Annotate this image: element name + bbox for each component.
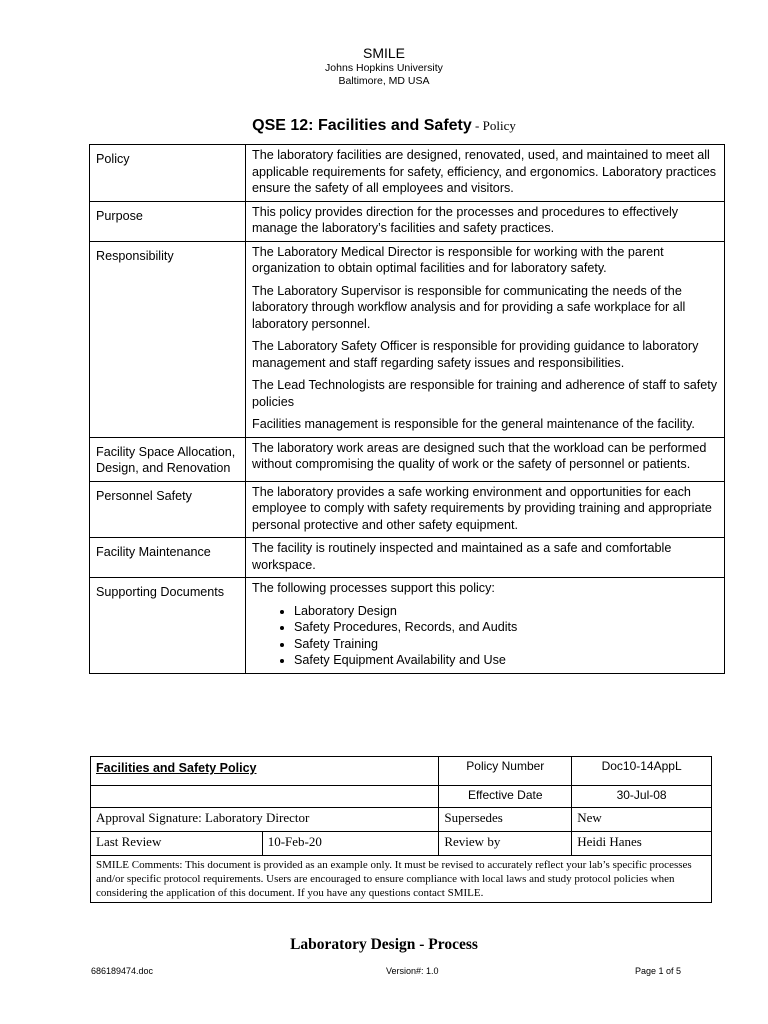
policy-table <box>89 144 725 674</box>
row-label: Supporting Documents <box>90 578 246 674</box>
row-content <box>246 578 725 674</box>
supersedes-value: New <box>572 808 712 832</box>
row-paragraph: The facility is routinely inspected and maintained as a safe and comfortable workspace. <box>252 541 672 572</box>
row-paragraph: The laboratory work areas are designed such that the workload can be performed without compromising the quality of work or the safety of personnel or patients. <box>252 440 707 471</box>
process-title: Laboratory Design - Process <box>290 936 478 953</box>
row-label: Responsibility <box>90 241 246 437</box>
row-content <box>246 145 725 202</box>
row-paragraph: Facilities management is responsible for the general maintenance of the facility. <box>252 417 695 431</box>
row-paragraph: The Lead Technologists are responsible for training and adherence of staff to safety policies <box>252 378 718 409</box>
last-review-label: Last Review <box>91 832 263 856</box>
version-number: Version#: 1.0 <box>386 966 439 976</box>
empty-cell <box>91 786 439 808</box>
policy-row <box>90 538 725 578</box>
review-by-label: Review by <box>439 832 572 856</box>
approval-signature-label: Approval Signature: Laboratory Director <box>91 808 439 832</box>
document-title <box>0 117 768 135</box>
row-label: Personnel Safety <box>90 481 246 538</box>
policy-number-value: Doc10-14AppL <box>572 757 712 786</box>
list-item: • Safety Procedures, Records, and Audits <box>294 619 718 636</box>
document-control-table <box>90 756 712 903</box>
university-name: Johns Hopkins University <box>325 62 443 74</box>
row-label: Facility Space Allocation, Design, and Renovation <box>90 437 246 481</box>
last-review-value: 10-Feb-20 <box>262 832 439 856</box>
row-content <box>246 538 725 578</box>
row-paragraph: The Laboratory Safety Officer is responsible for providing guidance to laboratory management and staff regarding safety issues and responsibilities. <box>252 339 699 370</box>
doc-control-title: Facilities and Safety Policy <box>96 761 257 775</box>
policy-row <box>90 578 725 674</box>
page-number: Page 1 of 5 <box>634 966 681 976</box>
policy-row <box>90 145 725 202</box>
list-item: • Safety Training <box>294 636 718 653</box>
row-paragraph: This policy provides direction for the processes and procedures to effectively manage the laboratory’s facilities and safety practices. <box>252 204 679 235</box>
supersedes-label: Supersedes <box>439 808 572 832</box>
doc-control-title-cell <box>91 757 439 786</box>
policy-row <box>90 241 725 437</box>
effective-date-label: Effective Date <box>439 786 572 808</box>
review-by-value: Heidi Hanes <box>572 832 712 856</box>
row-content <box>246 481 725 538</box>
policy-row <box>90 201 725 241</box>
row-paragraph: The Laboratory Medical Director is responsible for working with the parent organization to obtain optimal facilities and for laboratory safety. <box>252 244 664 275</box>
row-content <box>246 437 725 481</box>
row-label: Facility Maintenance <box>90 538 246 578</box>
row-paragraph: The following processes support this policy: <box>252 581 495 595</box>
row-paragraph: The Laboratory Supervisor is responsible for communicating the needs of the laboratory through workflow analysis and for providing a safe workplace for all laboratory personnel. <box>252 283 686 331</box>
row-label: Purpose <box>90 201 246 241</box>
row-paragraph: The laboratory facilities are designed, renovated, used, and maintained to meet all applicable requirements for safety, efficiency, and ergonomics. Laboratory practices ensure the safety of all employees and visitors. <box>252 148 717 195</box>
list-item: • Laboratory Design <box>294 603 718 620</box>
row-paragraph: The laboratory provides a safe working environment and opportunities for each employee to comply with safety requirements by providing training and appropriate personal protective and other safety equipment. <box>252 484 712 532</box>
row-label: Policy <box>90 145 246 202</box>
smile-comments: SMILE Comments: This document is provided as an example only. It must be revised to accurately reflect your lab’s specific processes and/or specific protocol requirements. Users are encouraged to ensure compliance with local laws and study protocol policies when considering the application of this document. If you have any questions contact SMILE. <box>91 856 712 903</box>
location: Baltimore, MD USA <box>338 75 430 87</box>
org-name: SMILE <box>362 45 405 61</box>
title-suffix: - Policy <box>471 118 516 133</box>
effective-date-value: 30-Jul-08 <box>572 786 712 808</box>
row-content <box>246 201 725 241</box>
title-main: QSE 12: Facilities and Safety <box>252 117 472 134</box>
supporting-documents-list <box>252 603 718 669</box>
policy-number-label: Policy Number <box>439 757 572 786</box>
policy-row <box>90 481 725 538</box>
row-content <box>246 241 725 437</box>
file-name: 686189474.doc <box>91 966 154 976</box>
policy-row <box>90 437 725 481</box>
document-header <box>0 44 768 88</box>
list-item: • Safety Equipment Availability and Use <box>294 652 718 669</box>
